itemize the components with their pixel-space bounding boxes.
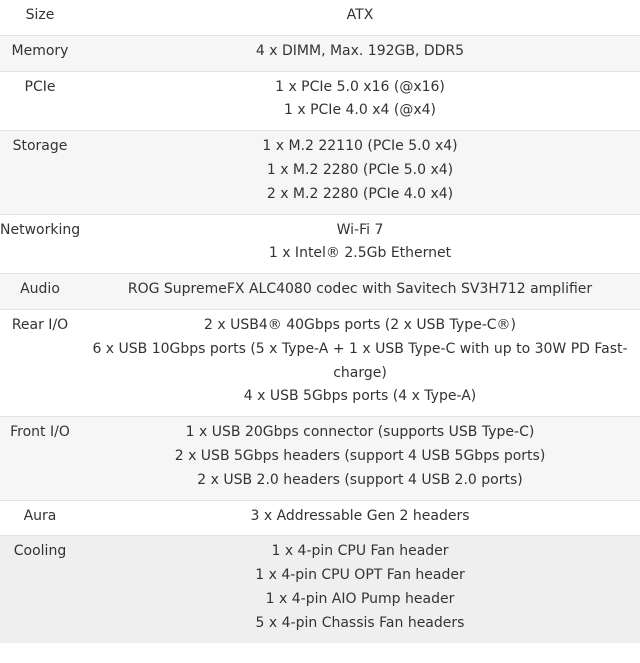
spec-value-line: Wi-Fi 7	[336, 221, 384, 238]
spec-value-line: ROG SupremeFX ALC4080 codec with Savitech SV3H712 amplifier	[127, 281, 593, 298]
spec-label: PCIe	[0, 71, 80, 131]
spec-value-line: 4 x DIMM, Max. 192GB, DDR5	[255, 42, 465, 59]
spec-label: Storage	[0, 131, 80, 214]
spec-value-line: 1 x M.2 2280 (PCIe 5.0 x4)	[266, 161, 454, 178]
spec-label: Size	[0, 0, 80, 35]
spec-value-line: 1 x M.2 22110 (PCIe 5.0 x4)	[262, 138, 458, 155]
spec-value-line: 5 x 4-pin Chassis Fan headers	[255, 614, 465, 631]
spec-label: Networking	[0, 214, 80, 274]
spec-value	[80, 536, 640, 643]
spec-value	[80, 214, 640, 274]
spec-row-storage	[0, 131, 640, 214]
spec-value-line: 2 x USB 2.0 headers (support 4 USB 2.0 ports)	[197, 471, 523, 488]
spec-row-aura	[0, 500, 640, 536]
spec-value	[80, 309, 640, 416]
spec-value	[80, 71, 640, 131]
spec-value-line: 1 x Intel® 2.5Gb Ethernet	[268, 245, 452, 262]
spec-value-line: 1 x USB 20Gbps connector (supports USB Type-C)	[185, 424, 535, 441]
spec-label: Front I/O	[0, 417, 80, 500]
spec-value	[80, 0, 640, 35]
spec-value-line: 2 x M.2 2280 (PCIe 4.0 x4)	[266, 185, 454, 202]
spec-value	[80, 500, 640, 536]
spec-row-audio	[0, 274, 640, 310]
spec-value	[80, 274, 640, 310]
spec-label: Memory	[0, 35, 80, 71]
spec-value-line: 1 x 4-pin CPU OPT Fan header	[255, 567, 465, 584]
spec-label: Cooling	[0, 536, 80, 643]
spec-value-line: ATX	[346, 7, 374, 23]
spec-value-line: 1 x 4-pin CPU Fan header	[271, 543, 449, 560]
spec-value-line: 2 x USB4® 40Gbps ports (2 x USB Type-C®)	[204, 316, 516, 333]
spec-value-line: 1 x PCIe 5.0 x16 (@x16)	[275, 78, 445, 95]
spec-row-front-io	[0, 417, 640, 500]
spec-row-size	[0, 0, 640, 35]
spec-value-line: 1 x 4-pin AIO Pump header	[265, 590, 455, 607]
spec-label: Aura	[0, 500, 80, 536]
spec-value	[80, 131, 640, 214]
spec-row-rear-io	[0, 309, 640, 416]
spec-row-pcie	[0, 71, 640, 131]
spec-row-cooling	[0, 536, 640, 643]
spec-label: Rear I/O	[0, 309, 80, 416]
spec-value	[80, 35, 640, 71]
spec-row-networking	[0, 214, 640, 274]
spec-row-memory	[0, 35, 640, 71]
spec-value-line: 6 x USB 10Gbps ports (5 x Type-A + 1 x USB Type-C with up to 30W PD Fast-charge)	[92, 340, 628, 381]
spec-value-line: 1 x PCIe 4.0 x4 (@x4)	[284, 102, 436, 119]
spec-value-line: 4 x USB 5Gbps ports (4 x Type-A)	[243, 388, 477, 405]
spec-value-line: 2 x USB 5Gbps headers (support 4 USB 5Gbps ports)	[174, 447, 546, 464]
spec-label: Audio	[0, 274, 80, 310]
spec-value	[80, 417, 640, 500]
spec-value-line: 3 x Addressable Gen 2 headers	[250, 507, 470, 524]
